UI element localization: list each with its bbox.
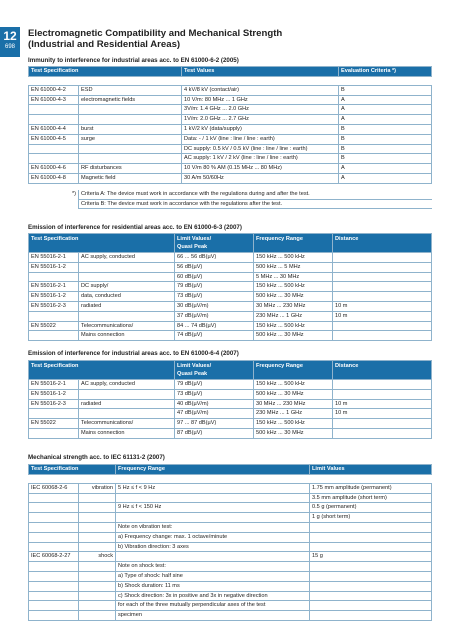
table-row xyxy=(29,154,432,164)
section-title-industrial-emission: Emission of interference for industrial areas acc. to EN 61000-6-4 (2007) xyxy=(28,350,239,357)
table-cell: 10 m xyxy=(333,409,432,419)
table-cell: Data: - / 1 kV (line : line / line : earth) xyxy=(182,134,339,144)
table-cell xyxy=(29,272,79,282)
table-cell: 10 V/m 80 % AM (0.15 MHz ... 80 MHz) xyxy=(182,164,339,174)
immunity-table xyxy=(28,66,432,209)
table-cell: EN 61000-4-6 xyxy=(29,164,79,174)
col-header-distance: Distance xyxy=(333,234,432,253)
industrial-emission-table xyxy=(28,360,432,439)
table-cell xyxy=(116,493,310,503)
table-cell: vibration xyxy=(79,483,116,493)
table-cell xyxy=(29,611,79,621)
table-cell xyxy=(29,513,79,523)
table-cell xyxy=(79,522,116,532)
table-cell: 87 dB(µV) xyxy=(175,428,254,438)
table-cell: specimen xyxy=(116,611,310,621)
table-cell xyxy=(79,389,175,399)
table-cell: EN 61000-4-8 xyxy=(29,173,79,183)
table-cell: 47 dB(µV/m) xyxy=(175,409,254,419)
table-cell xyxy=(79,532,116,542)
table-cell xyxy=(116,552,310,562)
col-header-test-specification: Test Specification xyxy=(29,67,182,77)
table-row xyxy=(29,272,432,282)
table-cell: EN 61000-4-5 xyxy=(29,134,79,144)
note-text: Criteria B: The device must work in accordance with the regulations after the test. xyxy=(79,199,432,209)
table-cell: a) Type of shock: half sine xyxy=(116,571,310,581)
table-cell xyxy=(29,532,79,542)
table-cell: Note on vibration test: xyxy=(116,522,310,532)
table-cell xyxy=(79,409,175,419)
table-cell: 1V/m: 2.0 GHz ... 2.7 GHz xyxy=(182,115,339,125)
section-title-immunity: Immunity to interference for industrial areas acc. to EN 61000-6-2 (2005) xyxy=(28,57,239,64)
table-row xyxy=(29,301,432,311)
table-cell: electromagnetic fields xyxy=(79,95,182,105)
table-cell: RF disturbances xyxy=(79,164,182,174)
table-cell: EN 55016-2-1 xyxy=(29,282,79,292)
table-row xyxy=(29,601,432,611)
table-cell: 3V/m: 1.4 GHz ... 2.0 GHz xyxy=(182,105,339,115)
table-row xyxy=(29,115,432,125)
table-cell: EN 61000-4-4 xyxy=(29,124,79,134)
table-cell xyxy=(310,562,432,572)
table-row xyxy=(29,591,432,601)
table-cell: 0.5 g (permanent) xyxy=(310,503,432,513)
table-cell xyxy=(310,601,432,611)
table-cell: 150 kHz ... 500 kHz xyxy=(254,253,333,263)
table-row xyxy=(29,292,432,302)
table-cell xyxy=(79,115,182,125)
table-cell xyxy=(29,331,79,341)
table-cell: EN 61000-4-3 xyxy=(29,95,79,105)
page-title: Electromagnetic Compatibility and Mechanical Strength (Industrial and Residential Areas) xyxy=(28,28,283,50)
table-cell xyxy=(29,581,79,591)
table-cell: EN 55022 xyxy=(29,321,79,331)
table-cell: for each of the three mutually perpendicular axes of the test xyxy=(116,601,310,611)
criteria-note xyxy=(29,190,432,199)
table-cell: surge xyxy=(79,134,182,144)
chapter-number: 12 xyxy=(3,29,17,43)
section-title-residential-emission: Emission of interference for residential areas acc. to EN 61000-6-3 (2007) xyxy=(28,224,242,231)
table-row xyxy=(29,409,432,419)
table-cell: A xyxy=(339,95,432,105)
table-cell xyxy=(310,611,432,621)
table-row xyxy=(29,85,432,95)
table-cell: 84 ... 74 dB(µV) xyxy=(175,321,254,331)
table-cell xyxy=(29,503,79,513)
table-row xyxy=(29,562,432,572)
table-row xyxy=(29,380,432,390)
note-text: Criteria A: The device must work in accordance with the regulations during and after the test. xyxy=(79,190,432,199)
table-cell: B xyxy=(339,144,432,154)
table-cell: 79 dB(µV) xyxy=(175,282,254,292)
table-cell xyxy=(333,282,432,292)
table-cell xyxy=(29,428,79,438)
table-row xyxy=(29,419,432,429)
table-cell xyxy=(29,542,79,552)
table-cell xyxy=(29,493,79,503)
table-row xyxy=(29,513,432,523)
table-cell xyxy=(79,542,116,552)
table-cell: 10 m xyxy=(333,311,432,321)
table-cell: 30 A/m 50/60Hz xyxy=(182,173,339,183)
table-header-row xyxy=(29,234,432,253)
table-cell: 4 kV/8 kV (contact/air) xyxy=(182,85,339,95)
table-cell: 73 dB(µV) xyxy=(175,389,254,399)
table-row xyxy=(29,253,432,263)
col-header-frequency-range: Frequency Range xyxy=(116,465,310,475)
note-marker xyxy=(29,199,79,209)
table-cell xyxy=(310,532,432,542)
table-cell: b) Shock duration: 11 ms xyxy=(116,581,310,591)
table-row xyxy=(29,522,432,532)
table-cell: 1 g (short term) xyxy=(310,513,432,523)
table-cell: Magnetic field xyxy=(79,173,182,183)
table-cell: 97 ... 87 dB(µV) xyxy=(175,419,254,429)
table-cell: AC supply, conducted xyxy=(79,380,175,390)
table-cell: 500 kHz ... 30 MHz xyxy=(254,331,333,341)
table-cell: 500 kHz ... 30 MHz xyxy=(254,428,333,438)
table-row xyxy=(29,282,432,292)
table-row xyxy=(29,399,432,409)
table-row xyxy=(29,144,432,154)
table-cell: IEC 60068-2-27 xyxy=(29,552,79,562)
table-cell: 1 kV/2 kV (data/supply) xyxy=(182,124,339,134)
table-cell xyxy=(79,611,116,621)
table-cell xyxy=(333,419,432,429)
table-cell xyxy=(79,513,116,523)
table-cell: 150 kHz ... 500 kHz xyxy=(254,321,333,331)
table-cell: 150 kHz ... 500 kHz xyxy=(254,419,333,429)
table-cell xyxy=(333,321,432,331)
table-cell: EN 55022 xyxy=(29,419,79,429)
table-row xyxy=(29,124,432,134)
table-cell xyxy=(79,601,116,611)
table-cell: burst xyxy=(79,124,182,134)
table-cell: EN 55016-1-2 xyxy=(29,262,79,272)
table-cell: EN 55016-2-3 xyxy=(29,399,79,409)
table-row xyxy=(29,532,432,542)
table-cell: EN 55016-2-3 xyxy=(29,301,79,311)
table-cell xyxy=(310,591,432,601)
table-cell xyxy=(29,311,79,321)
table-cell xyxy=(116,513,310,523)
col-header-test-specification: Test Specification xyxy=(29,465,116,475)
table-cell: B xyxy=(339,154,432,164)
table-cell xyxy=(333,428,432,438)
table-cell xyxy=(79,591,116,601)
table-cell: Mains connection xyxy=(79,331,175,341)
table-cell xyxy=(79,581,116,591)
table-cell: 9 Hz ≤ f < 150 Hz xyxy=(116,503,310,513)
table-header-row xyxy=(29,361,432,380)
col-header-limit-values: Limit Values/ Quasi Peak xyxy=(175,234,254,253)
table-cell xyxy=(79,105,182,115)
table-cell: 15 g xyxy=(310,552,432,562)
table-cell xyxy=(79,144,182,154)
table-cell xyxy=(333,262,432,272)
table-cell: 60 dB(µV) xyxy=(175,272,254,282)
table-row xyxy=(29,95,432,105)
table-cell: Telecommunications/ xyxy=(79,321,175,331)
table-cell xyxy=(79,562,116,572)
table-cell xyxy=(29,105,79,115)
table-cell: B xyxy=(339,85,432,95)
table-cell: 66 ... 56 dB(µV) xyxy=(175,253,254,263)
table-row xyxy=(29,493,432,503)
table-cell: 30 MHz ... 230 MHz xyxy=(254,301,333,311)
table-row xyxy=(29,581,432,591)
table-cell: EN 55016-1-2 xyxy=(29,292,79,302)
table-row xyxy=(29,571,432,581)
table-cell xyxy=(29,571,79,581)
table-cell: 37 dB(µV/m) xyxy=(175,311,254,321)
table-header-row xyxy=(29,465,432,475)
table-cell: 10 m xyxy=(333,301,432,311)
table-cell: 5 Hz ≤ f < 9 Hz xyxy=(116,483,310,493)
table-row xyxy=(29,321,432,331)
table-cell: EN 55016-2-1 xyxy=(29,380,79,390)
table-cell xyxy=(79,503,116,513)
table-cell xyxy=(333,389,432,399)
table-cell: 30 MHz ... 230 MHz xyxy=(254,399,333,409)
col-header-limit-values: Limit Values/ Quasi Peak xyxy=(175,361,254,380)
table-cell: 40 dB(µV/m) xyxy=(175,399,254,409)
table-cell: 500 kHz ... 5 MHz xyxy=(254,262,333,272)
table-cell: DC supply: 0.5 kV / 0.5 kV (line : line / line : earth) xyxy=(182,144,339,154)
table-row xyxy=(29,483,432,493)
table-cell xyxy=(29,144,79,154)
table-row xyxy=(29,552,432,562)
table-cell xyxy=(79,154,182,164)
table-cell: EN 55016-2-1 xyxy=(29,253,79,263)
table-cell: Telecommunications/ xyxy=(79,419,175,429)
table-cell: 3.5 mm amplitude (short term) xyxy=(310,493,432,503)
table-cell: data, conducted xyxy=(79,292,175,302)
table-cell: A xyxy=(339,105,432,115)
table-row xyxy=(29,134,432,144)
table-row xyxy=(29,311,432,321)
table-cell xyxy=(79,272,175,282)
table-cell xyxy=(29,522,79,532)
table-row xyxy=(29,331,432,341)
table-row xyxy=(29,262,432,272)
table-cell: 10 m xyxy=(333,399,432,409)
table-cell xyxy=(333,380,432,390)
chapter-tab xyxy=(0,27,20,57)
table-row xyxy=(29,428,432,438)
table-row xyxy=(29,503,432,513)
table-cell xyxy=(310,581,432,591)
table-cell xyxy=(29,154,79,164)
table-cell: 30 dB(µV/m) xyxy=(175,301,254,311)
table-cell: A xyxy=(339,164,432,174)
table-cell: 150 kHz ... 500 kHz xyxy=(254,380,333,390)
col-header-limit-values: Limit Values xyxy=(310,465,432,475)
table-cell: c) Shock direction: 3x in positive and 3x in negative direction xyxy=(116,591,310,601)
table-cell xyxy=(333,331,432,341)
table-cell: 56 dB(µV) xyxy=(175,262,254,272)
col-header-evaluation-criteria: Evaluation Criteria *) xyxy=(339,67,432,77)
table-cell: A xyxy=(339,115,432,125)
criteria-note xyxy=(29,199,432,209)
col-header-frequency-range: Frequency Range xyxy=(254,361,333,380)
table-row xyxy=(29,542,432,552)
table-cell: 5 MHz ... 30 MHz xyxy=(254,272,333,282)
table-row xyxy=(29,611,432,621)
table-cell: 230 MHz ... 1 GHz xyxy=(254,311,333,321)
table-cell: 500 kHz ... 30 MHz xyxy=(254,389,333,399)
table-row xyxy=(29,389,432,399)
table-cell: A xyxy=(339,173,432,183)
mechanical-strength-table xyxy=(28,464,432,621)
table-cell: 74 dB(µV) xyxy=(175,331,254,341)
table-cell: 150 kHz ... 500 kHz xyxy=(254,282,333,292)
table-cell xyxy=(29,562,79,572)
col-header-test-values: Test Values xyxy=(182,67,339,77)
table-cell: a) Frequency change: max. 1 octave/minute xyxy=(116,532,310,542)
table-cell: 500 kHz ... 30 MHz xyxy=(254,292,333,302)
table-cell xyxy=(79,262,175,272)
table-cell xyxy=(29,601,79,611)
table-cell: EN 55016-1-2 xyxy=(29,389,79,399)
col-header-test-specification: Test Specification xyxy=(29,361,175,380)
table-cell xyxy=(310,522,432,532)
table-row xyxy=(29,105,432,115)
table-cell xyxy=(310,571,432,581)
residential-emission-table xyxy=(28,233,432,341)
table-cell: radiated xyxy=(79,301,175,311)
table-cell: ESD xyxy=(79,85,182,95)
col-header-test-specification: Test Specification xyxy=(29,234,175,253)
table-cell: AC supply: 1 kV / 2 kV (line : line / line : earth) xyxy=(182,154,339,164)
table-cell xyxy=(79,571,116,581)
table-cell xyxy=(29,409,79,419)
table-cell: 10 V/m: 80 MHz ... 1 GHz xyxy=(182,95,339,105)
table-cell: Note on shock test: xyxy=(116,562,310,572)
table-header-row xyxy=(29,67,432,77)
table-cell: shock xyxy=(79,552,116,562)
table-cell: IEC 60068-2-6 xyxy=(29,483,79,493)
col-header-frequency-range: Frequency Range xyxy=(254,234,333,253)
section-title-mechanical-strength: Mechanical strength acc. to IEC 61131-2 (2007) xyxy=(28,454,165,461)
table-row xyxy=(29,173,432,183)
table-cell: 230 MHz ... 1 GHz xyxy=(254,409,333,419)
table-cell: 79 dB(µV) xyxy=(175,380,254,390)
table-cell: AC supply, conducted xyxy=(79,253,175,263)
table-cell xyxy=(29,115,79,125)
col-header-distance: Distance xyxy=(333,361,432,380)
table-cell: EN 61000-4-2 xyxy=(29,85,79,95)
table-cell: radiated xyxy=(79,399,175,409)
table-cell xyxy=(79,311,175,321)
table-cell xyxy=(29,591,79,601)
table-cell xyxy=(333,292,432,302)
table-cell xyxy=(333,253,432,263)
page-number: 698 xyxy=(4,44,15,50)
table-cell xyxy=(310,542,432,552)
table-cell: 1.75 mm amplitude (permanent) xyxy=(310,483,432,493)
table-cell: Mains connection xyxy=(79,428,175,438)
note-marker: *) xyxy=(71,191,76,198)
table-cell: B xyxy=(339,124,432,134)
table-cell: 73 dB(µV) xyxy=(175,292,254,302)
table-cell xyxy=(79,493,116,503)
table-cell: DC supply/ xyxy=(79,282,175,292)
table-cell: b) Vibration direction: 3 axes xyxy=(116,542,310,552)
table-cell: B xyxy=(339,134,432,144)
table-row xyxy=(29,164,432,174)
table-cell xyxy=(333,272,432,282)
